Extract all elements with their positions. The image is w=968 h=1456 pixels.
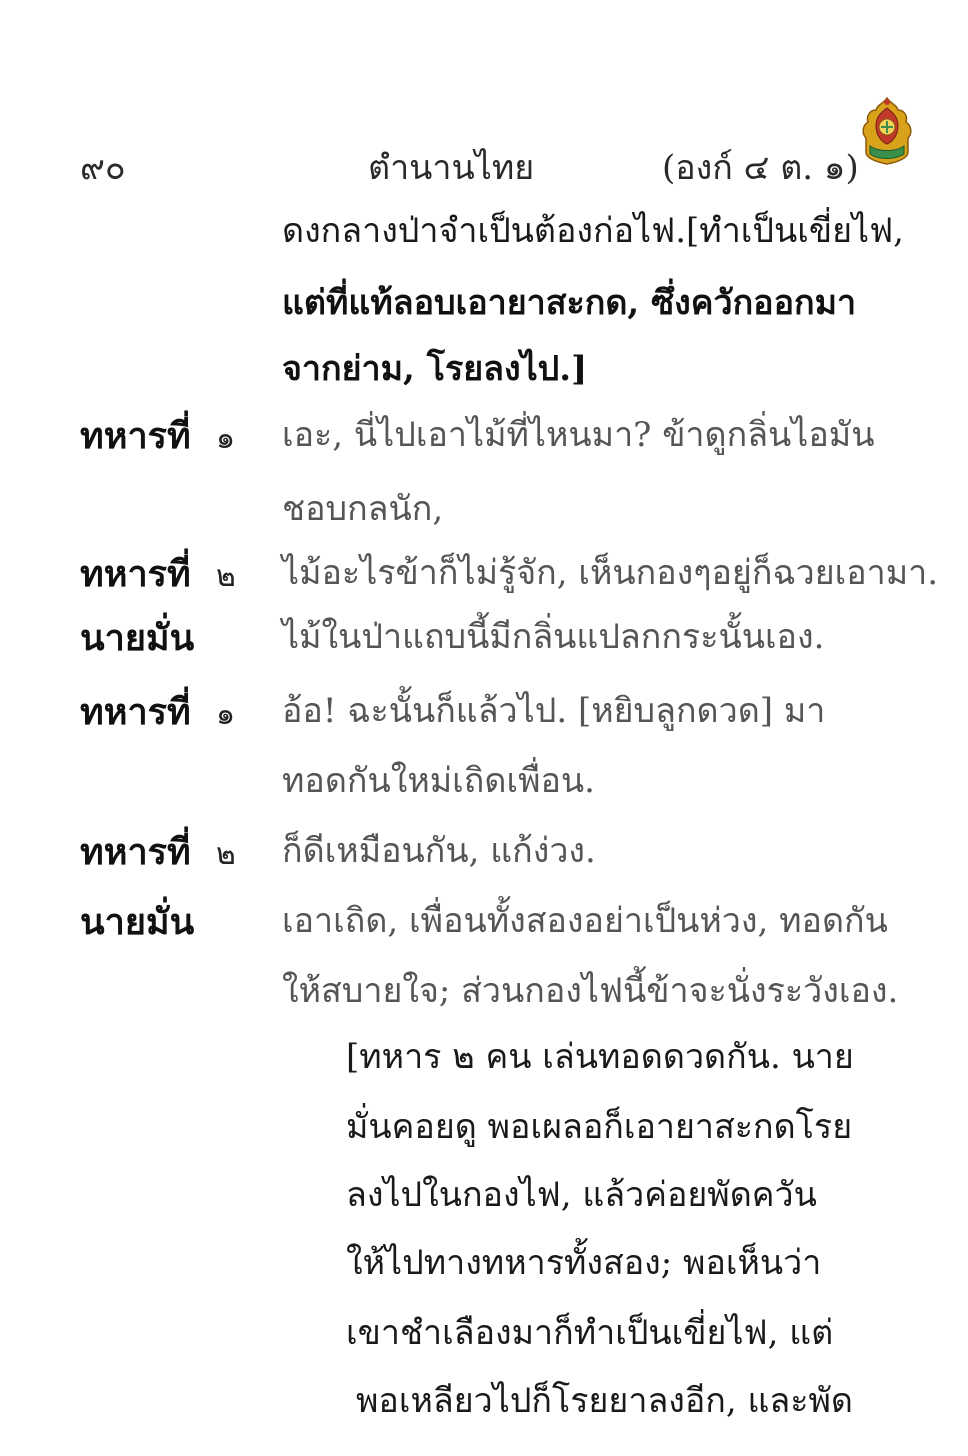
- stage-direction-line: มั่นคอยดู พอเผลอก็เอายาสะกดโรย: [346, 1107, 853, 1147]
- dialogue-line: เอาเถิด, เพื่อนทั้งสองอย่าเป็นห่วง, ทอดกัน: [282, 901, 888, 941]
- dialogue-line: ให้สบายใจ; ส่วนกองไฟนี้ข้าจะนั่งระวังเอง.: [282, 971, 899, 1011]
- stage-direction-line: [ทหาร ๒ คน เล่นทอดดวดกัน. นาย: [346, 1037, 854, 1077]
- dialogue-line: ชอบกลนัก,: [282, 489, 444, 529]
- dialogue-line: เอะ, นี่ไปเอาไม้ที่ไหนมา? ข้าดูกลิ่นไอมัน: [282, 415, 875, 455]
- stage-direction-line: ลงไปในกองไฟ, แล้วค่อยพัดควัน: [346, 1175, 817, 1215]
- intro-line-3: จากย่าม, โรยลงไป.]: [282, 349, 588, 389]
- speaker-number: ๒: [216, 837, 236, 872]
- speaker-number: ๑: [216, 421, 236, 456]
- running-title: ตำนานไทย: [368, 148, 535, 188]
- speaker-number: ๑: [216, 697, 236, 732]
- dialogue-line: ทอดกันใหม่เถิดเพื่อน.: [282, 761, 595, 801]
- royal-emblem-icon: [858, 96, 916, 166]
- speaker-name: ทหารที่: [80, 415, 191, 457]
- speaker-name: ทหารที่: [80, 691, 191, 733]
- speaker-name: นายมั่น: [80, 617, 195, 659]
- stage-direction-line: ให้ไปทางทหารทั้งสอง; พอเห็นว่า: [346, 1243, 822, 1283]
- stage-direction-line: เขาชำเลืองมาก็ทำเป็นเขี่ยไฟ, แต่: [346, 1313, 834, 1353]
- page-number: ๙๐: [80, 148, 126, 188]
- page-header: [0, 136, 968, 186]
- dialogue-line: อ้อ! ฉะนั้นก็แล้วไป. [หยิบลูกดวด] มา: [282, 691, 826, 731]
- speaker-name: นายมั่น: [80, 901, 195, 943]
- act-scene-reference: (องก์ ๔ ต. ๑): [662, 148, 859, 188]
- stage-direction-line: พอเหลียวไปก็โรยยาลงอีก, และพัด: [356, 1381, 854, 1421]
- speaker-name: ทหารที่: [80, 553, 191, 595]
- intro-line-2: แต่ที่แท้ลอบเอายาสะกด, ซึ่งควักออกมา: [282, 283, 857, 323]
- speaker-name: ทหารที่: [80, 831, 191, 873]
- speaker-number: ๒: [216, 559, 236, 594]
- dialogue-line: ไม้ในป่าแถบนี้มีกลิ่นแปลกกระนั้นเอง.: [282, 617, 825, 657]
- intro-line-1: ดงกลางป่าจำเป็นต้องก่อไฟ.[ทำเป็นเขี่ยไฟ,: [282, 211, 904, 251]
- dialogue-line: ก็ดีเหมือนกัน, แก้ง่วง.: [282, 831, 596, 871]
- dialogue-line: ไม้อะไรข้าก็ไม่รู้จัก, เห็นกองๆอยู่ก็ฉวยเอามา.: [282, 553, 939, 593]
